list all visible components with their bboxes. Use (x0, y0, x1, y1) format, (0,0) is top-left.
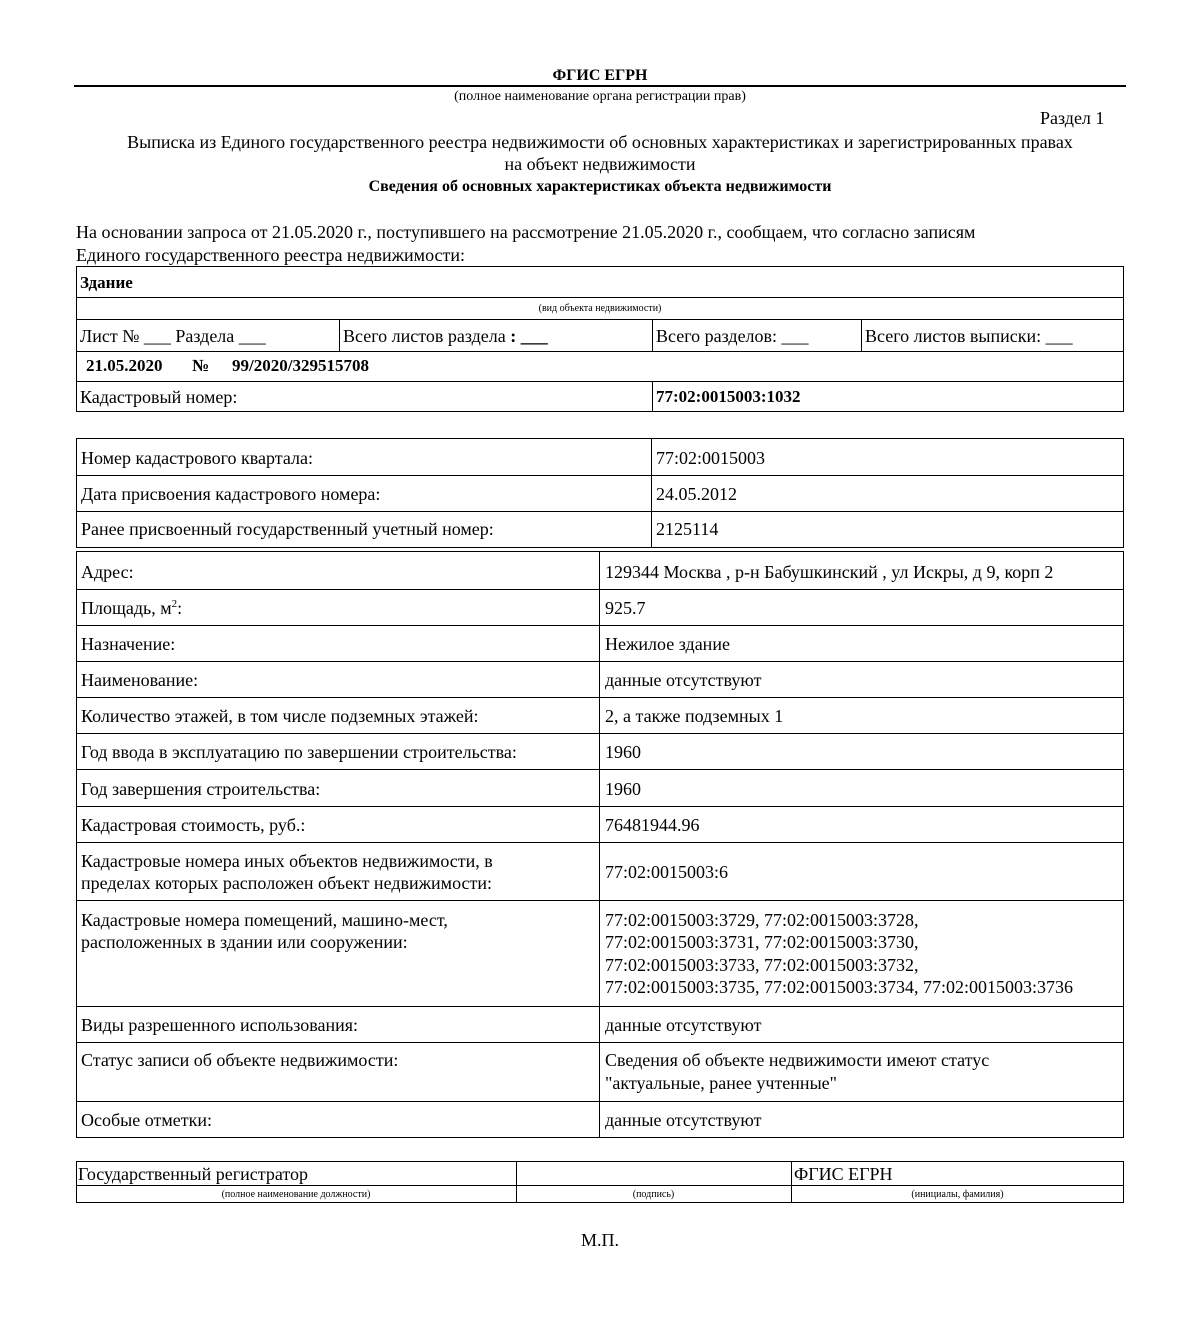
rooms-value-line4: 77:02:0015003:3735, 77:02:0015003:3734, 77:02:0015003:3736 (605, 977, 1074, 997)
cadastral-cost-label: Кадастровая стоимость, руб.: (81, 815, 306, 835)
divider (77, 661, 1123, 662)
registrar-name: ФГИС ЕГРН (794, 1164, 893, 1184)
area-value: 925.7 (605, 598, 646, 618)
built-year-value: 1960 (605, 779, 641, 799)
purpose-value: Нежилое здание (605, 634, 730, 654)
parent-objects-value: 77:02:0015003:6 (605, 862, 729, 882)
object-type: Здание (80, 273, 133, 292)
area-unit-exponent: 2 (171, 598, 178, 610)
registration-authority: ФГИС ЕГРН (552, 67, 648, 84)
parent-objects-label-line2: пределах которых расположен объект недвижимости: (81, 873, 493, 893)
commission-year-label: Год ввода в эксплуатацию по завершении строительства: (81, 742, 517, 762)
total-section-sheets-value: : ___ (505, 326, 548, 346)
area-label (81, 597, 182, 619)
sheet-number: Лист № ___ Раздела ___ (80, 326, 266, 346)
extract-title-line1: Выписка из Единого государственного реестра недвижимости об основных характеристиках и зарегистрированных правах (127, 132, 1073, 152)
cadastral-cost-value: 76481944.96 (605, 815, 700, 835)
previous-number-value: 2125114 (656, 519, 719, 539)
total-sections: Всего разделов: ___ (656, 326, 809, 346)
divider (77, 733, 1123, 734)
divider (77, 381, 1123, 382)
divider (77, 697, 1123, 698)
total-extract-sheets: Всего листов выписки: ___ (865, 326, 1073, 346)
address-label: Адрес: (81, 562, 134, 582)
stamp-place: М.П. (580, 1230, 619, 1250)
position-caption: (полное наименование должности) (221, 1189, 371, 1200)
name-caption: (инициалы, фамилия) (911, 1189, 1004, 1200)
divider (652, 320, 653, 351)
cadastral-number-value: 77:02:0015003:1032 (656, 387, 801, 406)
divider (77, 900, 1123, 901)
extract-title-line2: на объект недвижимости (504, 154, 696, 174)
divider (77, 297, 1123, 298)
intro-line1: На основании запроса от 21.05.2020 г., поступившего на рассмотрение 21.05.2020 г., сообщаем, что согласно записям (76, 222, 976, 242)
divider (651, 439, 652, 547)
assign-date-value: 24.05.2012 (656, 484, 737, 504)
divider (77, 1006, 1123, 1007)
built-year-label: Год завершения строительства: (81, 779, 321, 799)
total-section-sheets-label: Всего листов раздела (343, 326, 506, 346)
number-sign: № (192, 356, 210, 375)
name-label: Наименование: (81, 670, 199, 690)
divider (652, 382, 653, 411)
rooms-value-line3: 77:02:0015003:3733, 77:02:0015003:3732, (605, 955, 919, 975)
previous-number-label: Ранее присвоенный государственный учетный номер: (81, 519, 494, 539)
name-value: данные отсутствуют (605, 670, 762, 690)
status-label: Статус записи об объекте недвижимости: (81, 1050, 399, 1070)
assign-date-label: Дата присвоения кадастрового номера: (81, 484, 381, 504)
divider (77, 475, 1123, 476)
extract-date: 21.05.2020 (86, 356, 163, 375)
divider (77, 351, 1123, 352)
rooms-label-line2: расположенных в здании или сооружении: (81, 932, 408, 952)
divider (339, 320, 340, 351)
divider (77, 589, 1123, 590)
quarter-value: 77:02:0015003 (656, 448, 766, 468)
total-section-sheets (343, 325, 548, 347)
authority-underline (74, 85, 1126, 87)
floors-label: Количество этажей, в том числе подземных этажей: (81, 706, 479, 726)
commission-year-value: 1960 (605, 742, 641, 762)
purpose-label: Назначение: (81, 634, 176, 654)
address-value: 129344 Москва , р-н Бабушкинский , ул Искры, д 9, корп 2 (605, 562, 1054, 582)
divider (861, 320, 862, 351)
status-value-line2: "актуальные, ранее учтенные" (605, 1073, 837, 1093)
signature-caption: (подпись) (632, 1189, 675, 1200)
floors-value: 2, а также подземных 1 (605, 706, 784, 726)
divider (77, 842, 1123, 843)
registrar-position: Государственный регистратор (78, 1164, 309, 1184)
rooms-value-line1: 77:02:0015003:3729, 77:02:0015003:3728, (605, 910, 919, 930)
divider (77, 625, 1123, 626)
cadastral-number-label: Кадастровый номер: (80, 387, 238, 407)
parent-objects-label-line1: Кадастровые номера иных объектов недвижимости, в (81, 851, 493, 871)
quarter-label: Номер кадастрового квартала: (81, 448, 313, 468)
divider (77, 806, 1123, 807)
section-number: Раздел 1 (1040, 108, 1105, 128)
divider (77, 511, 1123, 512)
extract-subtitle: Сведения об основных характеристиках объекта недвижимости (368, 178, 832, 195)
intro-line2: Единого государственного реестра недвижимости: (76, 245, 466, 265)
divider (599, 552, 600, 1137)
status-value-line1: Сведения об объекте недвижимости имеют статус (605, 1050, 990, 1070)
area-label-colon: : (177, 598, 183, 618)
extract-number: 99/2020/329515708 (232, 356, 369, 375)
authority-caption: (полное наименование органа регистрации прав) (454, 89, 746, 104)
object-type-caption: (вид объекта недвижимости) (538, 303, 662, 314)
rooms-value-line2: 77:02:0015003:3731, 77:02:0015003:3730, (605, 932, 919, 952)
area-label-text: Площадь, м (81, 598, 172, 618)
divider (77, 1185, 1123, 1186)
notes-label: Особые отметки: (81, 1110, 212, 1130)
rooms-label-line1: Кадастровые номера помещений, машино-мест, (81, 910, 448, 930)
divider (77, 769, 1123, 770)
usage-label: Виды разрешенного использования: (81, 1015, 359, 1035)
divider (77, 1101, 1123, 1102)
divider (77, 1042, 1123, 1043)
usage-value: данные отсутствуют (605, 1015, 762, 1035)
divider (77, 319, 1123, 320)
notes-value: данные отсутствуют (605, 1110, 762, 1130)
